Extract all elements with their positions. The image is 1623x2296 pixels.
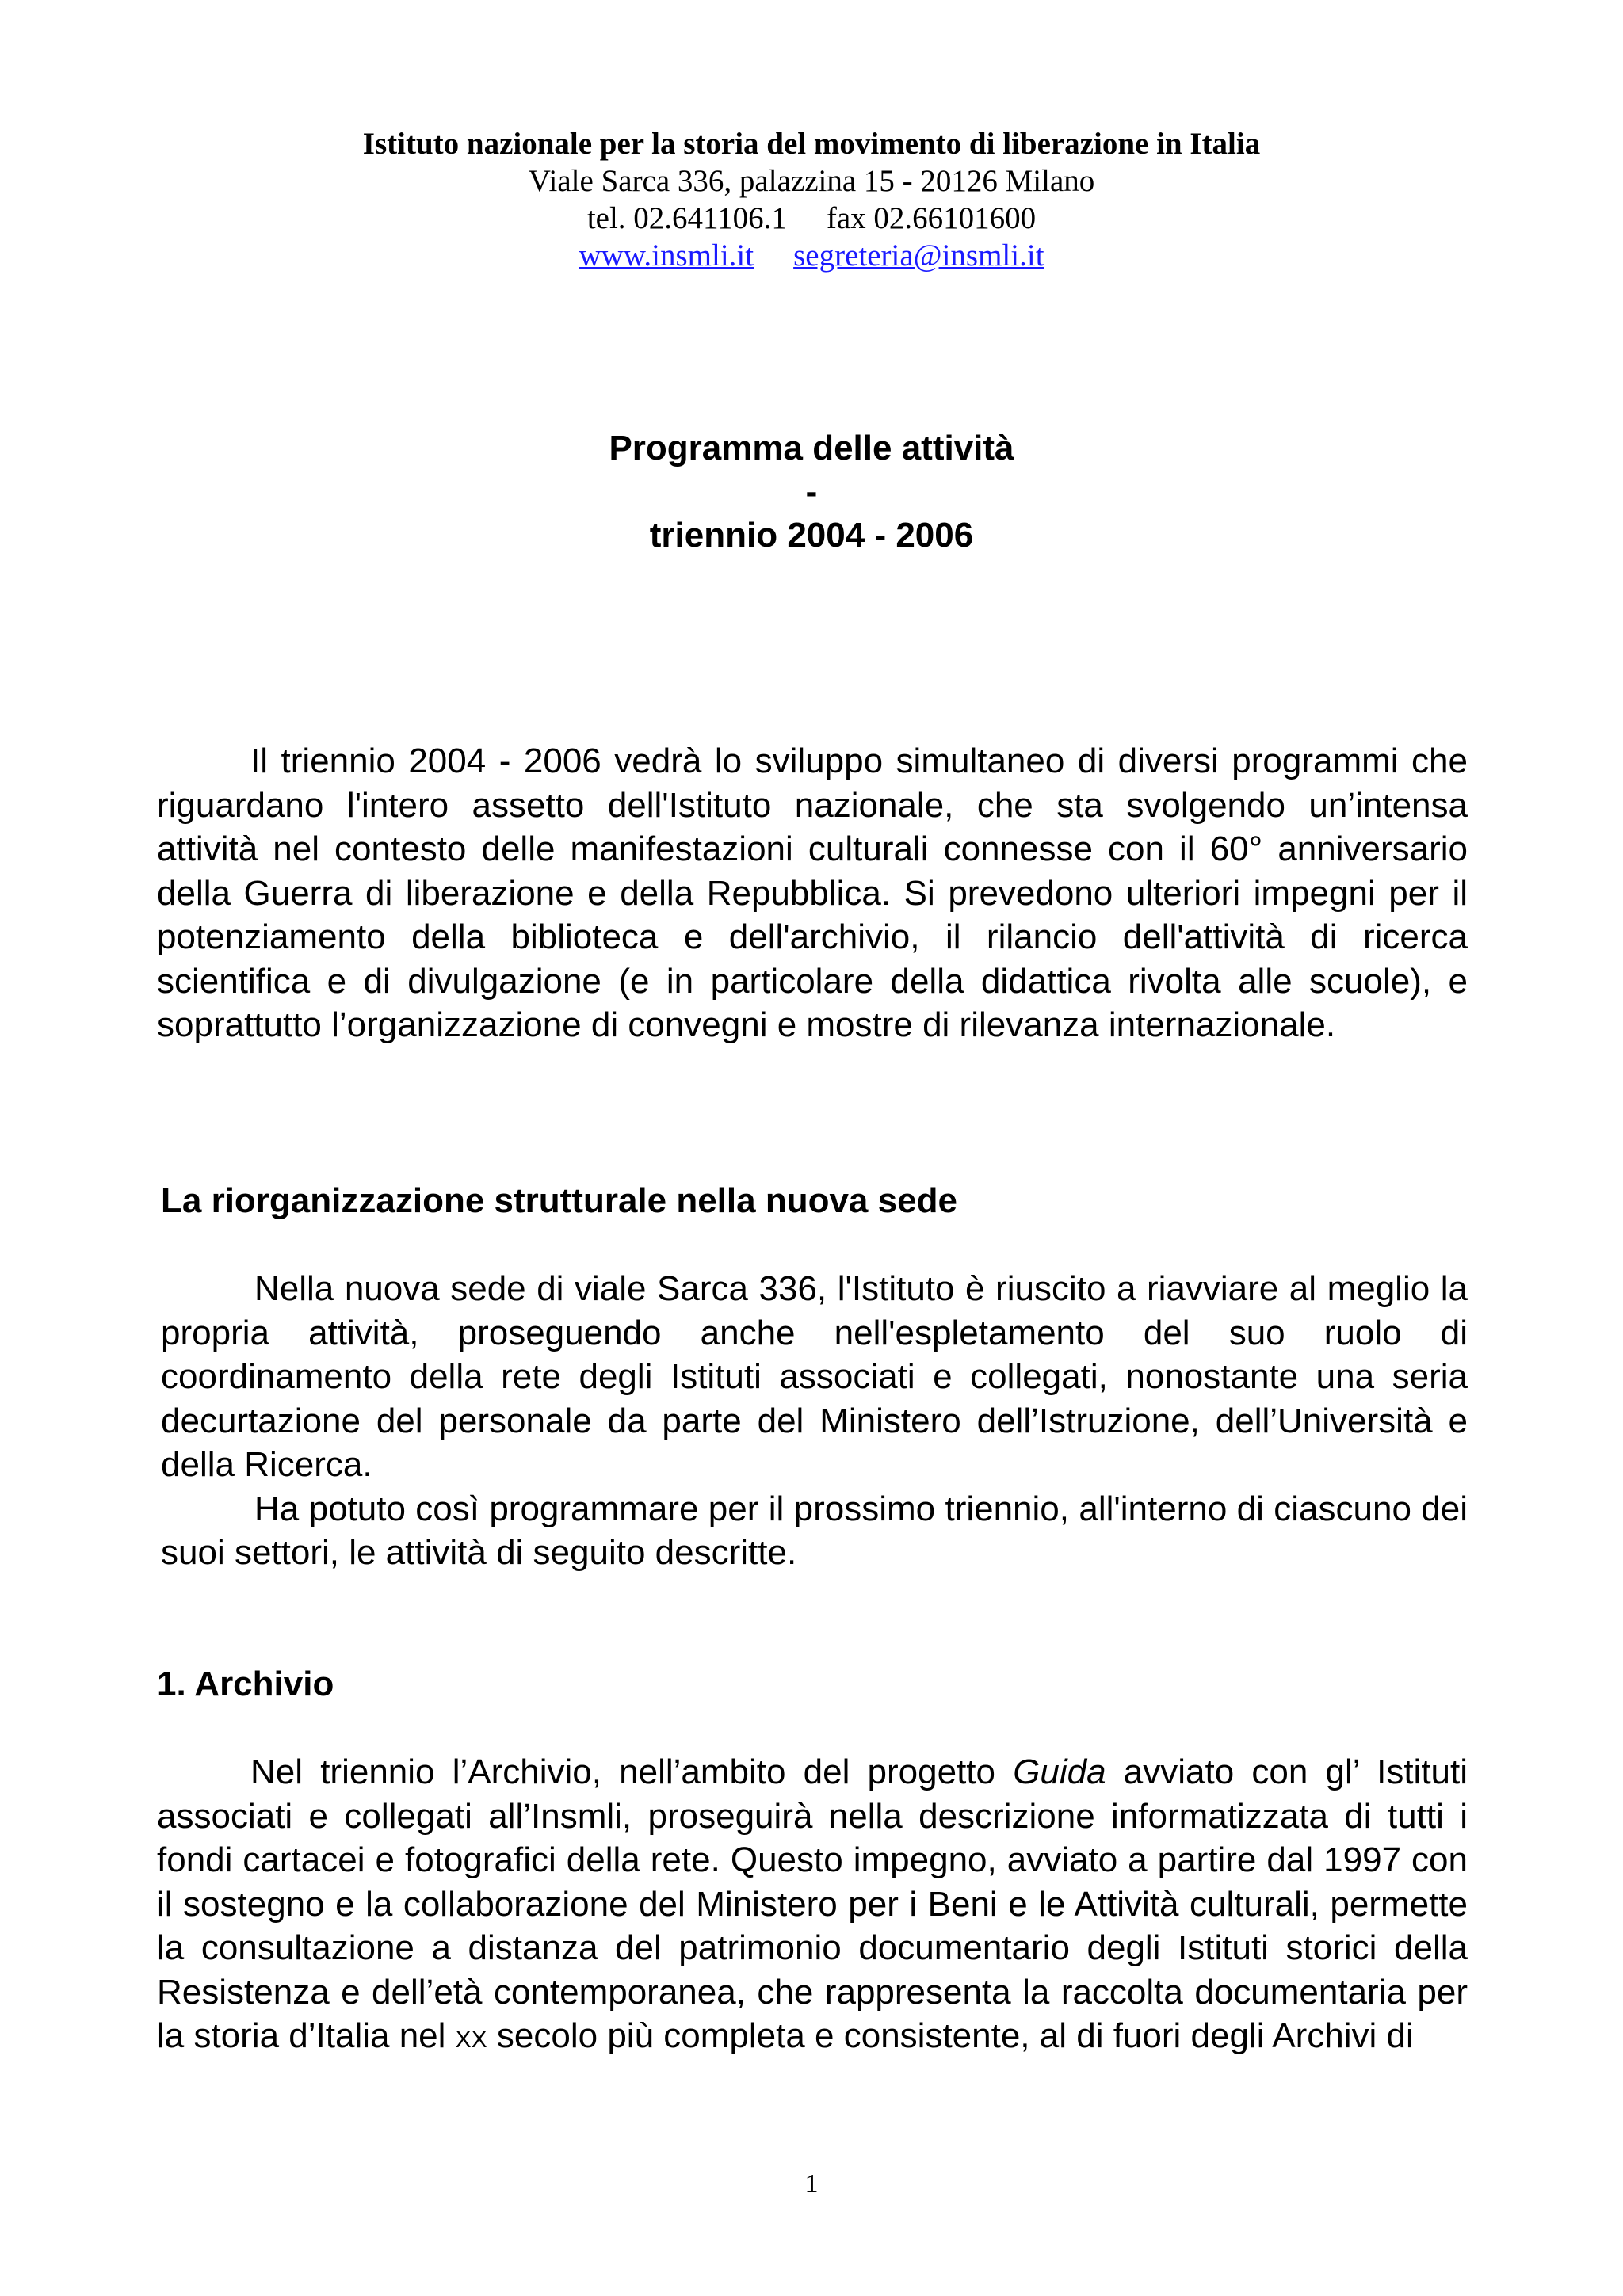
page-number: 1 <box>804 2169 819 2199</box>
title-separator: - <box>805 472 818 511</box>
address: Viale Sarca 336, palazzina 15 - 20126 Milano <box>528 164 1095 198</box>
contact-numbers <box>0 200 1623 237</box>
reorganization-paragraph-2: Ha potuto così programmare per il prossimo triennio, all'interno di ciascuno dei suoi settori, le attività di seguito descritte. <box>161 1489 1468 1572</box>
fax: fax 02.66101600 <box>826 201 1037 235</box>
reorganization-paragraph-1: Nella nuova sede di viale Sarca 336, l'Istituto è riuscito a riavviare al meglio la propria attività, proseguendo anche nell'espletamento del suo ruolo di coordinamento della rete degli Istituti associati e collegati, nonostante una seria decurtazione del personale da parte del Ministero dell’Istruzione, dell’Università e della Ricerca. <box>161 1269 1468 1484</box>
reorganization-section <box>161 1267 1468 1575</box>
century-numeral: XX <box>455 2027 487 2053</box>
archive-text-middle: avviato con gl’ Istituti associati e collegati all’Insmli, proseguirà nella descrizione informatizzata di tutti i fondi cartacei e fotografici della rete. Questo impegno, avviato a partire dal 1997 con il sostegno e la collaborazione del Ministero per i Beni e le Attività culturali, permette la consultazione a distanza del patrimonio documentario degli Istituti storici della Resistenza e dell’età contemporanea, che rappresenta la raccolta documentaria per la storia d’Italia nel <box>157 1753 1468 2055</box>
web-links <box>0 237 1623 274</box>
archive-paragraph <box>157 1750 1468 2062</box>
guida-project-name: Guida <box>1013 1753 1106 1791</box>
intro-paragraph: Il triennio 2004 - 2006 vedrà lo sviluppo simultaneo di diversi programmi che riguardano l'intero assetto dell'Istituto nazionale, che sta svolgendo un’intensa attività nel contesto delle manifestazioni culturali connesse con il 60° anniversario della Guerra di liberazione e della Repubblica. Si prevedono ulteriori impegni per il potenziamento della biblioteca e dell'archivio, il rilancio dell'attività di ricerca scientifica e di divulgazione (e in particolare della didattica rivolta alle scuole), e soprattutto l’organizzazione di convegni e mostre di rilevanza internazionale. <box>157 742 1468 1044</box>
title-line-1: Programma delle attività <box>609 429 1014 467</box>
intro-section <box>157 739 1468 1047</box>
archive-text-end: secolo più completa e consistente, al di fuori degli Archivi di <box>487 2016 1414 2055</box>
phone: tel. 02.641106.1 <box>586 201 787 235</box>
section-heading-archive: 1. Archivio <box>157 1665 334 1703</box>
website-link[interactable]: www.insmli.it <box>579 238 754 273</box>
archive-section <box>157 1750 1468 2062</box>
letterhead <box>0 125 1623 274</box>
organization-name: Istituto nazionale per la storia del movimento di liberazione in Italia <box>362 127 1261 161</box>
section-heading-reorganization: La riorganizzazione strutturale nella nuova sede <box>161 1181 957 1220</box>
archive-text-start: Nel triennio l’Archivio, nell’ambito del progetto <box>250 1753 1014 1791</box>
title-line-3: triennio 2004 - 2006 <box>649 516 974 555</box>
email-link[interactable]: segreteria@insmli.it <box>793 238 1044 273</box>
document-title <box>0 426 1623 557</box>
